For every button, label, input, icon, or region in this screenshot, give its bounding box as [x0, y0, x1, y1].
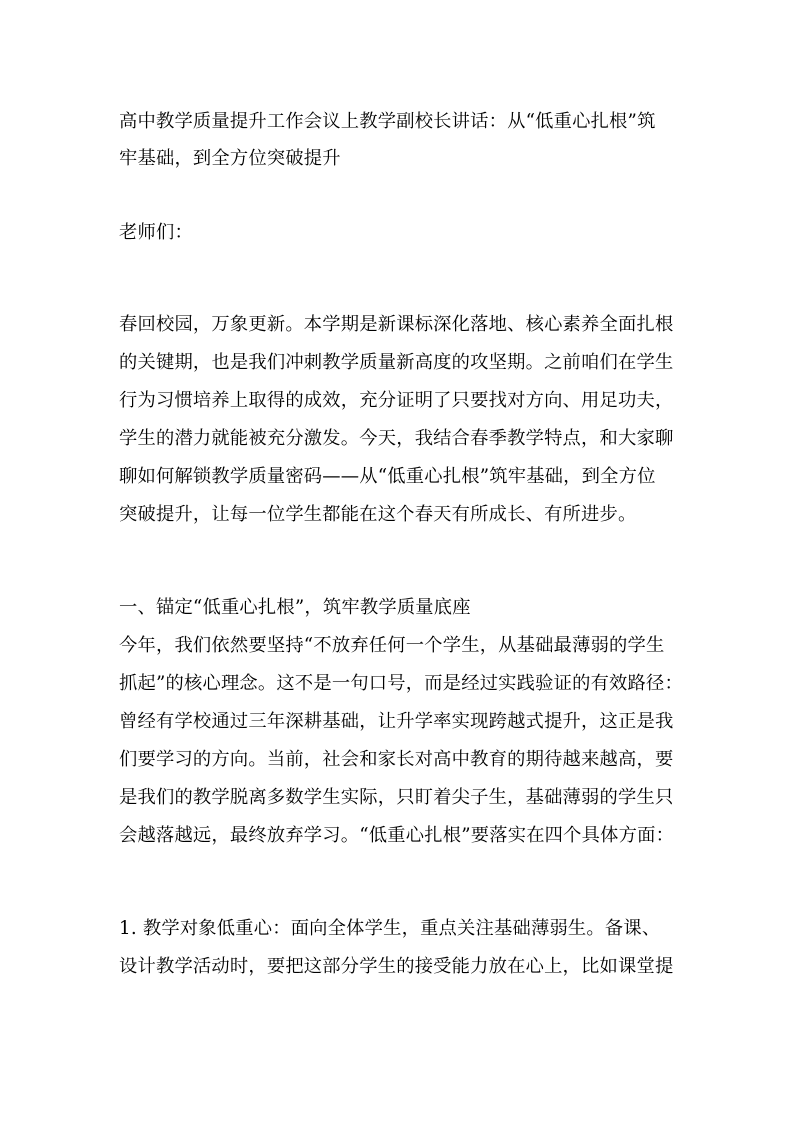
section1-line-4: 们要学习的方向。当前，社会和家长对高中教育的期待越来越高，要	[119, 749, 674, 770]
section-heading-1: 一、锚定“低重心扎根”，筑牢教学质量底座	[119, 597, 471, 618]
section1-line-3: 曾经有学校通过三年深耕基础，让升学率实现跨越式提升，这正是我	[119, 711, 674, 732]
point1-line-2: 设计教学活动时，要把这部分学生的接受能力放在心上，比如课堂提	[119, 956, 674, 977]
intro-line-6: 突破提升，让每一位学生都能在这个春天有所成长、有所进步。	[119, 504, 637, 525]
intro-line-4: 学生的潜力就能被充分激发。今天，我结合春季教学特点，和大家聊	[119, 428, 674, 449]
section1-line-5: 是我们的教学脱离多数学生实际，只盯着尖子生，基础薄弱的学生只	[119, 787, 674, 808]
title-line-1: 高中教学质量提升工作会议上教学副校长讲话：从“低重心扎根”筑	[119, 111, 656, 132]
intro-line-3: 行为习惯培养上取得的成效，充分证明了只要找对方向、用足功夫，	[119, 390, 674, 411]
section1-line-1: 今年，我们依然要坚持“不放弃任何一个学生，从基础最薄弱的学生	[119, 635, 665, 656]
salutation: 老师们：	[119, 222, 193, 243]
intro-line-5: 聊如何解锁教学质量密码——从“低重心扎根”筑牢基础，到全方位	[119, 466, 656, 487]
intro-line-2: 的关键期，也是我们冲刺教学质量新高度的攻坚期。之前咱们在学生	[119, 352, 674, 373]
title-line-2: 牢基础，到全方位突破提升	[119, 148, 341, 169]
section1-line-2: 抓起”的核心理念。这不是一句口号，而是经过实践验证的有效路径：	[119, 673, 683, 694]
intro-line-1: 春回校园，万象更新。本学期是新课标深化落地、核心素养全面扎根	[119, 314, 674, 335]
section1-line-6: 会越落越远，最终放弃学习。“低重心扎根”要落实在四个具体方面：	[119, 825, 675, 846]
point1-line-1: 1. 教学对象低重心：面向全体学生，重点关注基础薄弱生。备课、	[119, 918, 661, 939]
